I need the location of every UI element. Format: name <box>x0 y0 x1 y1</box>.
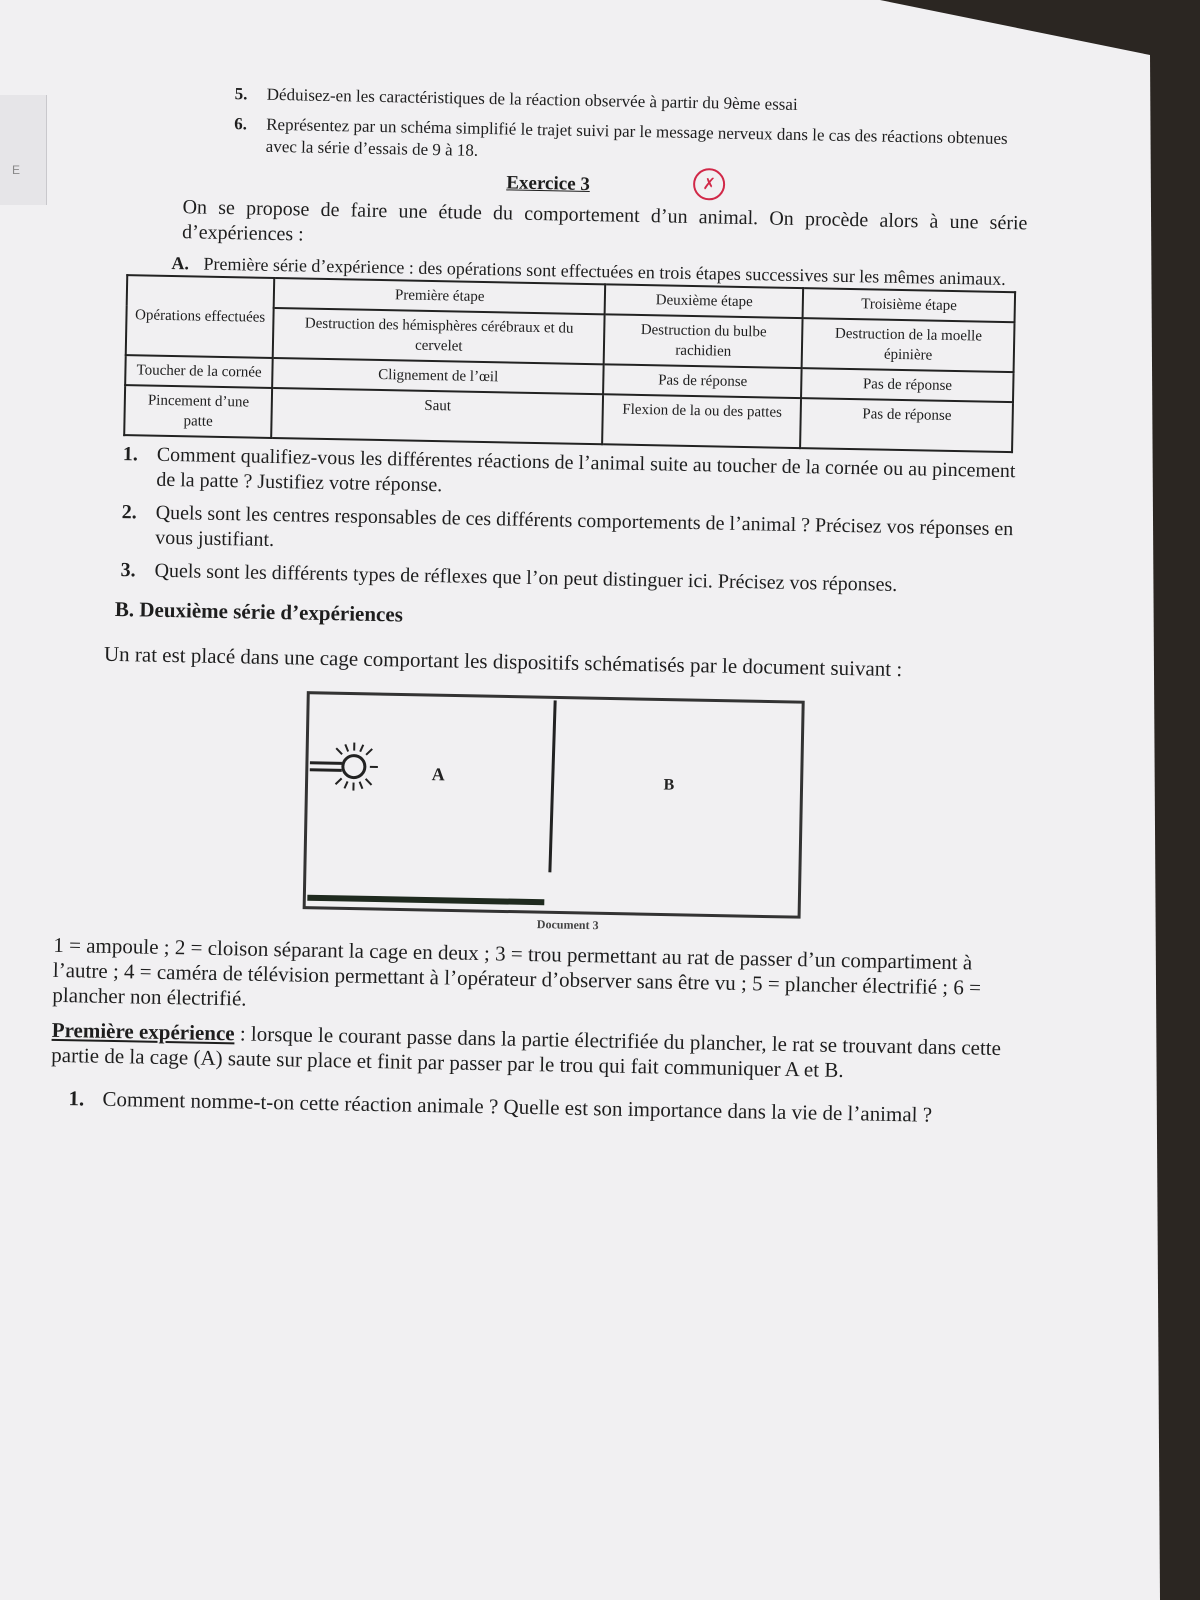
question-number: 5. <box>234 84 248 104</box>
compartment-a-label: A <box>431 764 445 785</box>
table-header-step-1: Première étape <box>274 278 606 314</box>
table-header-operations: Opérations effectuées <box>126 275 275 358</box>
compartment-b-label: B <box>663 776 675 794</box>
exercise-title-text: Exercice 3 <box>506 172 591 195</box>
question-number: 6. <box>234 114 248 134</box>
table-cell: Saut <box>271 388 603 444</box>
table-cell: Destruction de la moelle épinière <box>802 318 1015 372</box>
table-row-label: Pincement d’une patte <box>124 385 272 438</box>
cage-diagram <box>299 688 809 938</box>
question-number: 3. <box>120 559 136 582</box>
question-text: Quels sont les centres responsables de ces différents comportements de l’animal ? Précisez vos réponses en vous justifiant. <box>155 501 1014 552</box>
table-cell: Pas de réponse <box>801 368 1013 402</box>
question-text: Comment nomme-t-on cette réaction animale ? Quelle est son importance dans la vie de l’animal ? <box>102 1086 933 1127</box>
first-experiment-label: Première expérience <box>51 1017 235 1046</box>
table-cell: Flexion de la ou des pattes <box>602 394 801 448</box>
operations-table <box>123 274 1016 453</box>
underlying-sheet: E <box>0 95 47 205</box>
question-number: 1. <box>68 1086 85 1111</box>
page-content <box>50 80 1030 1137</box>
table-cell: Destruction du bulbe rachidien <box>604 314 803 368</box>
table-cell: Pas de réponse <box>800 398 1013 452</box>
rat-intro-text: Un rat est placé dans une cage comportant les dispositifs schématisés par le document suivant : <box>103 641 903 682</box>
first-experiment-text: : lorsque le courant passe dans la partie électrifiée du plancher, le rat se trouvant dans cette partie de la cage (A) saute sur place et finit par passer par le trou qui fait communiquer A et B. <box>51 1021 1002 1083</box>
question-number: 1. <box>122 443 139 466</box>
question-text: Déduisez-en les caractéristiques de la réaction observée à partir du 9ème essai <box>266 84 798 114</box>
table-header-step-2: Deuxième étape <box>605 284 804 318</box>
question-text: Quels sont les différents types de réflexes que l’on peut distinguer ici. Précisez vos réponses. <box>154 559 898 596</box>
section-b-heading: B. Deuxième série d’expériences <box>114 596 404 627</box>
question-a2 <box>61 499 1022 567</box>
electrified-floor <box>307 898 544 903</box>
diagram-caption: Document 3 <box>536 917 599 933</box>
section-letter: A. <box>171 252 190 274</box>
cage-partition <box>550 700 555 872</box>
question-6 <box>234 113 1030 172</box>
section-a-text: Première série d’expérience : des opérations sont effectuées en trois étapes successives sur les mêmes animaux. <box>203 253 1006 289</box>
diagram-legend: 1 = ampoule ; 2 = cloison séparant la cage en deux ; 3 = trou permettant au rat de passer d’un compartiment à l’autre ; 4 = caméra de télévision permettant à l’opérateur d’observer sans être vu ; 5 = plancher électrifié ; 6 = plancher non électrifié. <box>52 932 982 1011</box>
exercise-intro: On se propose de faire une étude du comportement d’un animal. On procède alors à une série d’expériences : <box>181 196 1028 246</box>
table-header-step-3: Troisième étape <box>803 288 1015 322</box>
question-number: 2. <box>121 501 137 524</box>
table-row-label: Toucher de la cornée <box>125 355 273 388</box>
lamp-icon <box>309 742 378 791</box>
table-cell: Clignement de l’œil <box>272 358 604 394</box>
first-experiment <box>51 1018 1012 1086</box>
question-text: Comment qualifiez-vous les différentes réactions de l’animal suite au toucher de la cornée ou au pincement de la patte ? Justifiez votre réponse. <box>156 443 1016 497</box>
cage-diagram-svg <box>299 688 809 938</box>
red-cross-mark-icon: ✗ <box>693 168 726 201</box>
section-a-questions <box>60 441 1023 600</box>
question-text: Représentez par un schéma simplifié le trajet suivi par le message nerveux dans le cas des réactions obtenues avec la série d’essais de 9 à 18. <box>265 114 1008 160</box>
table-cell: Destruction des hémisphères cérébraux et du cervelet <box>273 308 605 364</box>
table-cell: Pas de réponse <box>603 364 802 398</box>
question-a1 <box>62 441 1023 509</box>
